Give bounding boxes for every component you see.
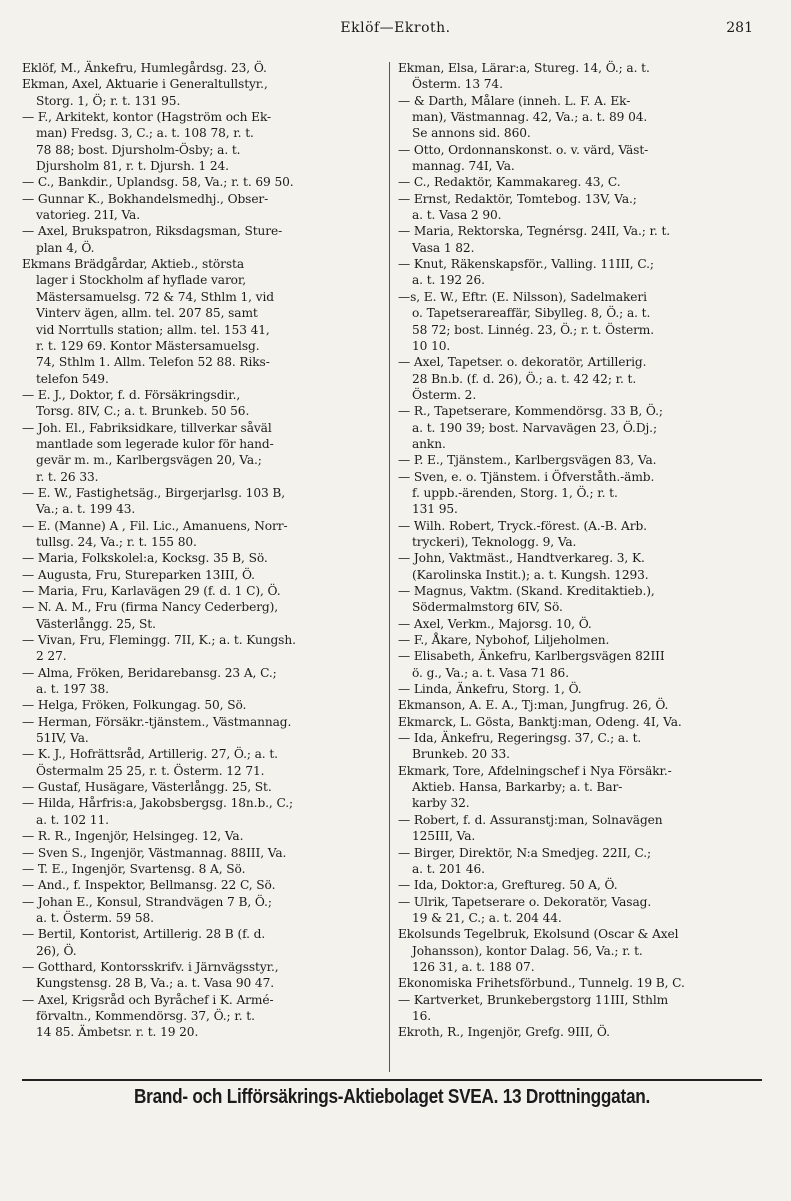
entry-continuation-line: karby 32. bbox=[412, 796, 470, 811]
directory-entry-line: Ekmans Brädgårdar, Aktieb., största bbox=[22, 257, 244, 272]
directory-entry-line: — Bertil, Kontorist, Artillerig. 28 B (f. d. bbox=[22, 927, 266, 942]
directory-entry-line: — P. E., Tjänstem., Karlbergsvägen 83, Va. bbox=[398, 453, 657, 468]
entry-continuation-line: gevär m. m., Karlbergsvägen 20, Va.; bbox=[36, 453, 262, 468]
directory-entry-line: — And., f. Inspektor, Bellmansg. 22 C, Sö. bbox=[22, 878, 276, 893]
directory-entry-line: — Axel, Brukspatron, Riksdagsman, Sture- bbox=[22, 224, 283, 239]
footer-rule bbox=[22, 1079, 762, 1081]
entry-continuation-line: 74, Sthlm 1. Allm. Telefon 52 88. Riks- bbox=[36, 355, 270, 370]
directory-entry-line: — T. E., Ingenjör, Svartensg. 8 A, Sö. bbox=[22, 861, 246, 876]
directory-entry-line: — Joh. El., Fabriksidkare, tillverkar såväl bbox=[22, 420, 272, 435]
entry-continuation-line: Österm. 2. bbox=[412, 387, 477, 402]
entry-continuation-line: 10 10. bbox=[412, 338, 451, 353]
directory-entry-line: — Herman, Försäkr.-tjänstem., Västmannag. bbox=[22, 714, 292, 729]
directory-entry-line: — Gotthard, Kontorsskrifv. i Järnvägsstyr., bbox=[22, 959, 279, 974]
directory-entry-line: Ekmarck, L. Gösta, Banktj:man, Odeng. 4I, Va. bbox=[398, 714, 682, 729]
entry-continuation-line: o. Tapetserareaffär, Sibylleg. 8, Ö.; a. t. bbox=[412, 306, 651, 321]
directory-entry-line: — Ulrik, Tapetserare o. Dekoratör, Vasag. bbox=[398, 894, 652, 909]
entry-continuation-line: 28 Bn.b. (f. d. 26), Ö.; a. t. 42 42; r. t. bbox=[412, 371, 637, 386]
directory-entry-line: — Johan E., Konsul, Strandvägen 7 B, Ö.; bbox=[22, 894, 272, 909]
directory-entry-line: — Wilh. Robert, Tryck.-förest. (A.-B. Arb. bbox=[398, 518, 647, 533]
directory-entry-line: — Axel, Verkm., Majorsg. 10, Ö. bbox=[398, 616, 592, 631]
page-header bbox=[0, 20, 791, 40]
entry-continuation-line: Österm. 13 74. bbox=[412, 77, 503, 92]
entry-continuation-line: 131 95. bbox=[412, 502, 458, 517]
entry-continuation-line: 58 72; bost. Linnég. 23, Ö.; r. t. Österm. bbox=[412, 322, 655, 337]
entry-continuation-line: Kungstensg. 28 B, Va.; a. t. Vasa 90 47. bbox=[36, 976, 275, 991]
directory-entry-line: — F., Åkare, Nybohof, Liljeholmen. bbox=[398, 633, 610, 648]
directory-entry-line: — Elisabeth, Änkefru, Karlbergsvägen 82III bbox=[398, 649, 665, 664]
entry-continuation-line: förvaltn., Kommendörsg. 37, Ö.; r. t. bbox=[36, 1008, 255, 1023]
entry-continuation-line: 78 88; bost. Djursholm-Ösby; a. t. bbox=[36, 142, 241, 157]
directory-entry-line: — K. J., Hofrättsråd, Artillerig. 27, Ö.; a. t. bbox=[22, 747, 278, 762]
entry-continuation-line: Södermalmstorg 6IV, Sö. bbox=[412, 600, 563, 615]
directory-entry-line: — R. R., Ingenjör, Helsingeg. 12, Va. bbox=[22, 829, 244, 844]
entry-continuation-line: a. t. Vasa 2 90. bbox=[412, 208, 502, 223]
directory-entry-line: — E. J., Doktor, f. d. Försäkringsdir., bbox=[22, 387, 241, 402]
directory-entry-line: Ekman, Elsa, Lärar:a, Stureg. 14, Ö.; a. t. bbox=[398, 61, 650, 75]
entry-continuation-line: ankn. bbox=[412, 436, 446, 451]
entry-continuation-line: Torsg. 8IV, C.; a. t. Brunkeb. 50 56. bbox=[36, 404, 250, 419]
entry-continuation-line: a. t. 192 26. bbox=[412, 273, 485, 288]
directory-entry-line: — Gunnar K., Bokhandelsmedhj., Obser- bbox=[22, 191, 269, 206]
entry-continuation-line: Djursholm 81, r. t. Djursh. 1 24. bbox=[36, 159, 229, 174]
directory-entry-line: — F., Arkitekt, kontor (Hagström och Ek- bbox=[22, 110, 272, 125]
directory-entry-line: — Maria, Fru, Karlavägen 29 (f. d. 1 C), Ö. bbox=[22, 584, 281, 598]
directory-entry-line: — E. (Manne) A , Fil. Lic., Amanuens, Norr- bbox=[22, 518, 288, 533]
directory-entry-line: — C., Bankdir., Uplandsg. 58, Va.; r. t. 69 50. bbox=[22, 175, 294, 190]
entry-continuation-line: Aktieb. Hansa, Barkarby; a. t. Bar- bbox=[412, 780, 623, 795]
page-number: 281 bbox=[726, 20, 753, 36]
entry-continuation-line: 19 & 21, C.; a. t. 204 44. bbox=[412, 910, 562, 925]
entry-continuation-line: a. t. 197 38. bbox=[36, 682, 109, 697]
directory-entry-line: — Sven, e. o. Tjänstem. i Öfverståth.-ämb. bbox=[398, 469, 655, 484]
entry-continuation-line: 26), Ö. bbox=[36, 943, 77, 958]
directory-entry-line: — Vivan, Fru, Flemingg. 7II, K.; a. t. Kungsh. bbox=[22, 633, 296, 648]
entry-continuation-line: Vasa 1 82. bbox=[412, 240, 475, 255]
directory-entry-line: — Augusta, Fru, Stureparken 13III, Ö. bbox=[22, 567, 255, 582]
entry-continuation-line: tullsg. 24, Va.; r. t. 155 80. bbox=[36, 534, 197, 549]
directory-entry-line: Ekmark, Tore, Afdelningschef i Nya Försäkr.- bbox=[398, 763, 672, 778]
directory-entry-line: — Maria, Rektorska, Tegnérsg. 24II, Va.; r. t. bbox=[398, 224, 671, 239]
directory-entry-line: — Axel, Tapetser. o. dekoratör, Artillerig. bbox=[398, 355, 647, 370]
entry-continuation-line: Mästersamuelsg. 72 & 74, Sthlm 1, vid bbox=[36, 289, 274, 304]
directory-entry-line: — Sven S., Ingenjör, Västmannag. 88III, Va. bbox=[22, 845, 287, 860]
entry-continuation-line: plan 4, Ö. bbox=[36, 240, 95, 255]
entry-continuation-line: 2 27. bbox=[36, 649, 67, 664]
entry-continuation-line: Se annons sid. 860. bbox=[412, 126, 531, 141]
directory-entry-line: Ekmanson, A. E. A., Tj:man, Jungfrug. 26, Ö. bbox=[398, 698, 669, 713]
directory-entry-line: — E. W., Fastighetsäg., Birgerjarlsg. 103 B, bbox=[22, 485, 286, 500]
entry-continuation-line: ö. g., Va.; a. t. Vasa 71 86. bbox=[412, 665, 569, 680]
directory-entry-line: — Magnus, Vaktm. (Skand. Kreditaktieb.), bbox=[398, 584, 655, 598]
directory-entry-line: Ekroth, R., Ingenjör, Grefg. 9III, Ö. bbox=[398, 1025, 610, 1040]
directory-entry-line: — Otto, Ordonnanskonst. o. v. värd, Väst- bbox=[398, 142, 649, 157]
directory-entry-line: — R., Tapetserare, Kommendörsg. 33 B, Ö.; bbox=[398, 404, 663, 419]
entry-continuation-line: r. t. 129 69. Kontor Mästersamuelsg. bbox=[36, 338, 260, 353]
directory-entry-line: Ekman, Axel, Aktuarie i Generaltullstyr., bbox=[22, 77, 268, 92]
directory-entry-line: — John, Vaktmäst., Handtverkareg. 3, K. bbox=[398, 551, 645, 566]
directory-entry-line: — Axel, Krigsråd och Byråchef i K. Armé- bbox=[22, 992, 274, 1007]
directory-entry-line: — Robert, f. d. Assuranstj:man, Solnavägen bbox=[398, 812, 663, 827]
directory-entry-line: — Ernst, Redaktör, Tomtebog. 13V, Va.; bbox=[398, 191, 637, 206]
page-title: Eklöf—Ekroth. bbox=[340, 20, 451, 36]
directory-entry-line: — & Darth, Målare (inneh. L. F. A. Ek- bbox=[398, 93, 631, 108]
directory-entry-line: —s, E. W., Eftr. (E. Nilsson), Sadelmakeri bbox=[398, 289, 647, 304]
entry-continuation-line: vid Norrtulls station; allm. tel. 153 41, bbox=[36, 322, 270, 337]
directory-entry-line: — Knut, Räkenskapsför., Valling. 11III, C.; bbox=[398, 257, 654, 272]
directory-entry-line: Ekonomiska Frihetsförbund., Tunnelg. 19 B, C. bbox=[398, 976, 685, 991]
entry-continuation-line: (Karolinska Instit.); a. t. Kungsh. 1293. bbox=[412, 567, 649, 582]
directory-entry-line: Eklöf, M., Änkefru, Humlegårdsg. 23, Ö. bbox=[22, 61, 267, 75]
directory-entry-line: — C., Redaktör, Kammakareg. 43, C. bbox=[398, 175, 621, 190]
entry-continuation-line: 16. bbox=[412, 1008, 432, 1023]
directory-entry-line: — Ida, Änkefru, Regeringsg. 37, C.; a. t. bbox=[398, 731, 642, 746]
directory-entry-line: — Maria, Folkskolel:a, Kocksg. 35 B, Sö. bbox=[22, 551, 268, 566]
entry-continuation-line: mannag. 74I, Va. bbox=[412, 159, 515, 174]
entry-continuation-line: Storg. 1, Ö; r. t. 131 95. bbox=[36, 93, 181, 108]
entry-continuation-line: vatorieg. 21I, Va. bbox=[36, 208, 140, 223]
directory-entry-line: — Ida, Doktor:a, Greftureg. 50 A, Ö. bbox=[398, 878, 618, 893]
right-column bbox=[398, 60, 758, 1041]
entry-continuation-line: 125III, Va. bbox=[412, 829, 476, 844]
entry-continuation-line: a. t. Österm. 59 58. bbox=[36, 910, 154, 925]
directory-entry-line: — Linda, Änkefru, Storg. 1, Ö. bbox=[398, 682, 582, 697]
entry-continuation-line: Östermalm 25 25, r. t. Österm. 12 71. bbox=[36, 763, 265, 778]
directory-entry-line: — Alma, Fröken, Beridarebansg. 23 A, C.; bbox=[22, 665, 277, 680]
column-divider bbox=[389, 62, 390, 1072]
entry-continuation-line: 126 31, a. t. 188 07. bbox=[412, 959, 535, 974]
directory-entry-line: — Birger, Direktör, N:a Smedjeg. 22II, C.; bbox=[398, 845, 652, 860]
directory-entry-line: — Hilda, Hårfris:a, Jakobsbergsg. 18n.b., C.; bbox=[22, 796, 294, 811]
entry-continuation-line: Västerlångg. 25, St. bbox=[36, 616, 156, 631]
entry-continuation-line: a. t. 190 39; bost. Narvavägen 23, Ö.Dj.; bbox=[412, 420, 657, 435]
advertisement-banner: Brand- och Lifförsäkrings-Aktiebolaget SVEA. 13 Drottninggatan. bbox=[133, 1086, 651, 1108]
entry-continuation-line: lager i Stockholm af hyflade varor, bbox=[36, 273, 247, 288]
directory-entry-line: — N. A. M., Fru (firma Nancy Cederberg), bbox=[22, 600, 279, 615]
entry-continuation-line: 14 85. Ämbetsr. r. t. 19 20. bbox=[36, 1025, 199, 1040]
entry-continuation-line: Brunkeb. 20 33. bbox=[412, 747, 510, 762]
entry-continuation-line: tryckeri), Teknologg. 9, Va. bbox=[412, 534, 577, 549]
entry-continuation-line: Johansson), kontor Dalag. 56, Va.; r. t. bbox=[412, 943, 643, 958]
entry-continuation-line: man), Västmannag. 42, Va.; a. t. 89 04. bbox=[412, 110, 648, 125]
entry-continuation-line: a. t. 102 11. bbox=[36, 812, 109, 827]
entry-continuation-line: 51IV, Va. bbox=[36, 731, 89, 746]
directory-entry-line: — Helga, Fröken, Folkungag. 50, Sö. bbox=[22, 698, 247, 713]
entry-continuation-line: a. t. 201 46. bbox=[412, 861, 485, 876]
directory-entry-line: — Kartverket, Brunkebergstorg 11III, Sthlm bbox=[398, 992, 669, 1007]
entry-continuation-line: Vinterv ägen, allm. tel. 207 85, samt bbox=[36, 306, 258, 321]
entry-continuation-line: mantlade som legerade kulor för hand- bbox=[36, 436, 274, 451]
entry-continuation-line: man) Fredsg. 3, C.; a. t. 108 78, r. t. bbox=[36, 126, 254, 141]
directory-entry-line: Ekolsunds Tegelbruk, Ekolsund (Oscar & Axel bbox=[398, 927, 679, 942]
entry-continuation-line: telefon 549. bbox=[36, 371, 109, 386]
entry-continuation-line: r. t. 26 33. bbox=[36, 469, 99, 484]
entry-continuation-line: Va.; a. t. 199 43. bbox=[36, 502, 136, 517]
entry-continuation-line: f. uppb.-ärenden, Storg. 1, Ö.; r. t. bbox=[412, 485, 618, 500]
left-column bbox=[22, 60, 384, 1041]
directory-entry-line: — Gustaf, Husägare, Västerlångg. 25, St. bbox=[22, 780, 272, 795]
